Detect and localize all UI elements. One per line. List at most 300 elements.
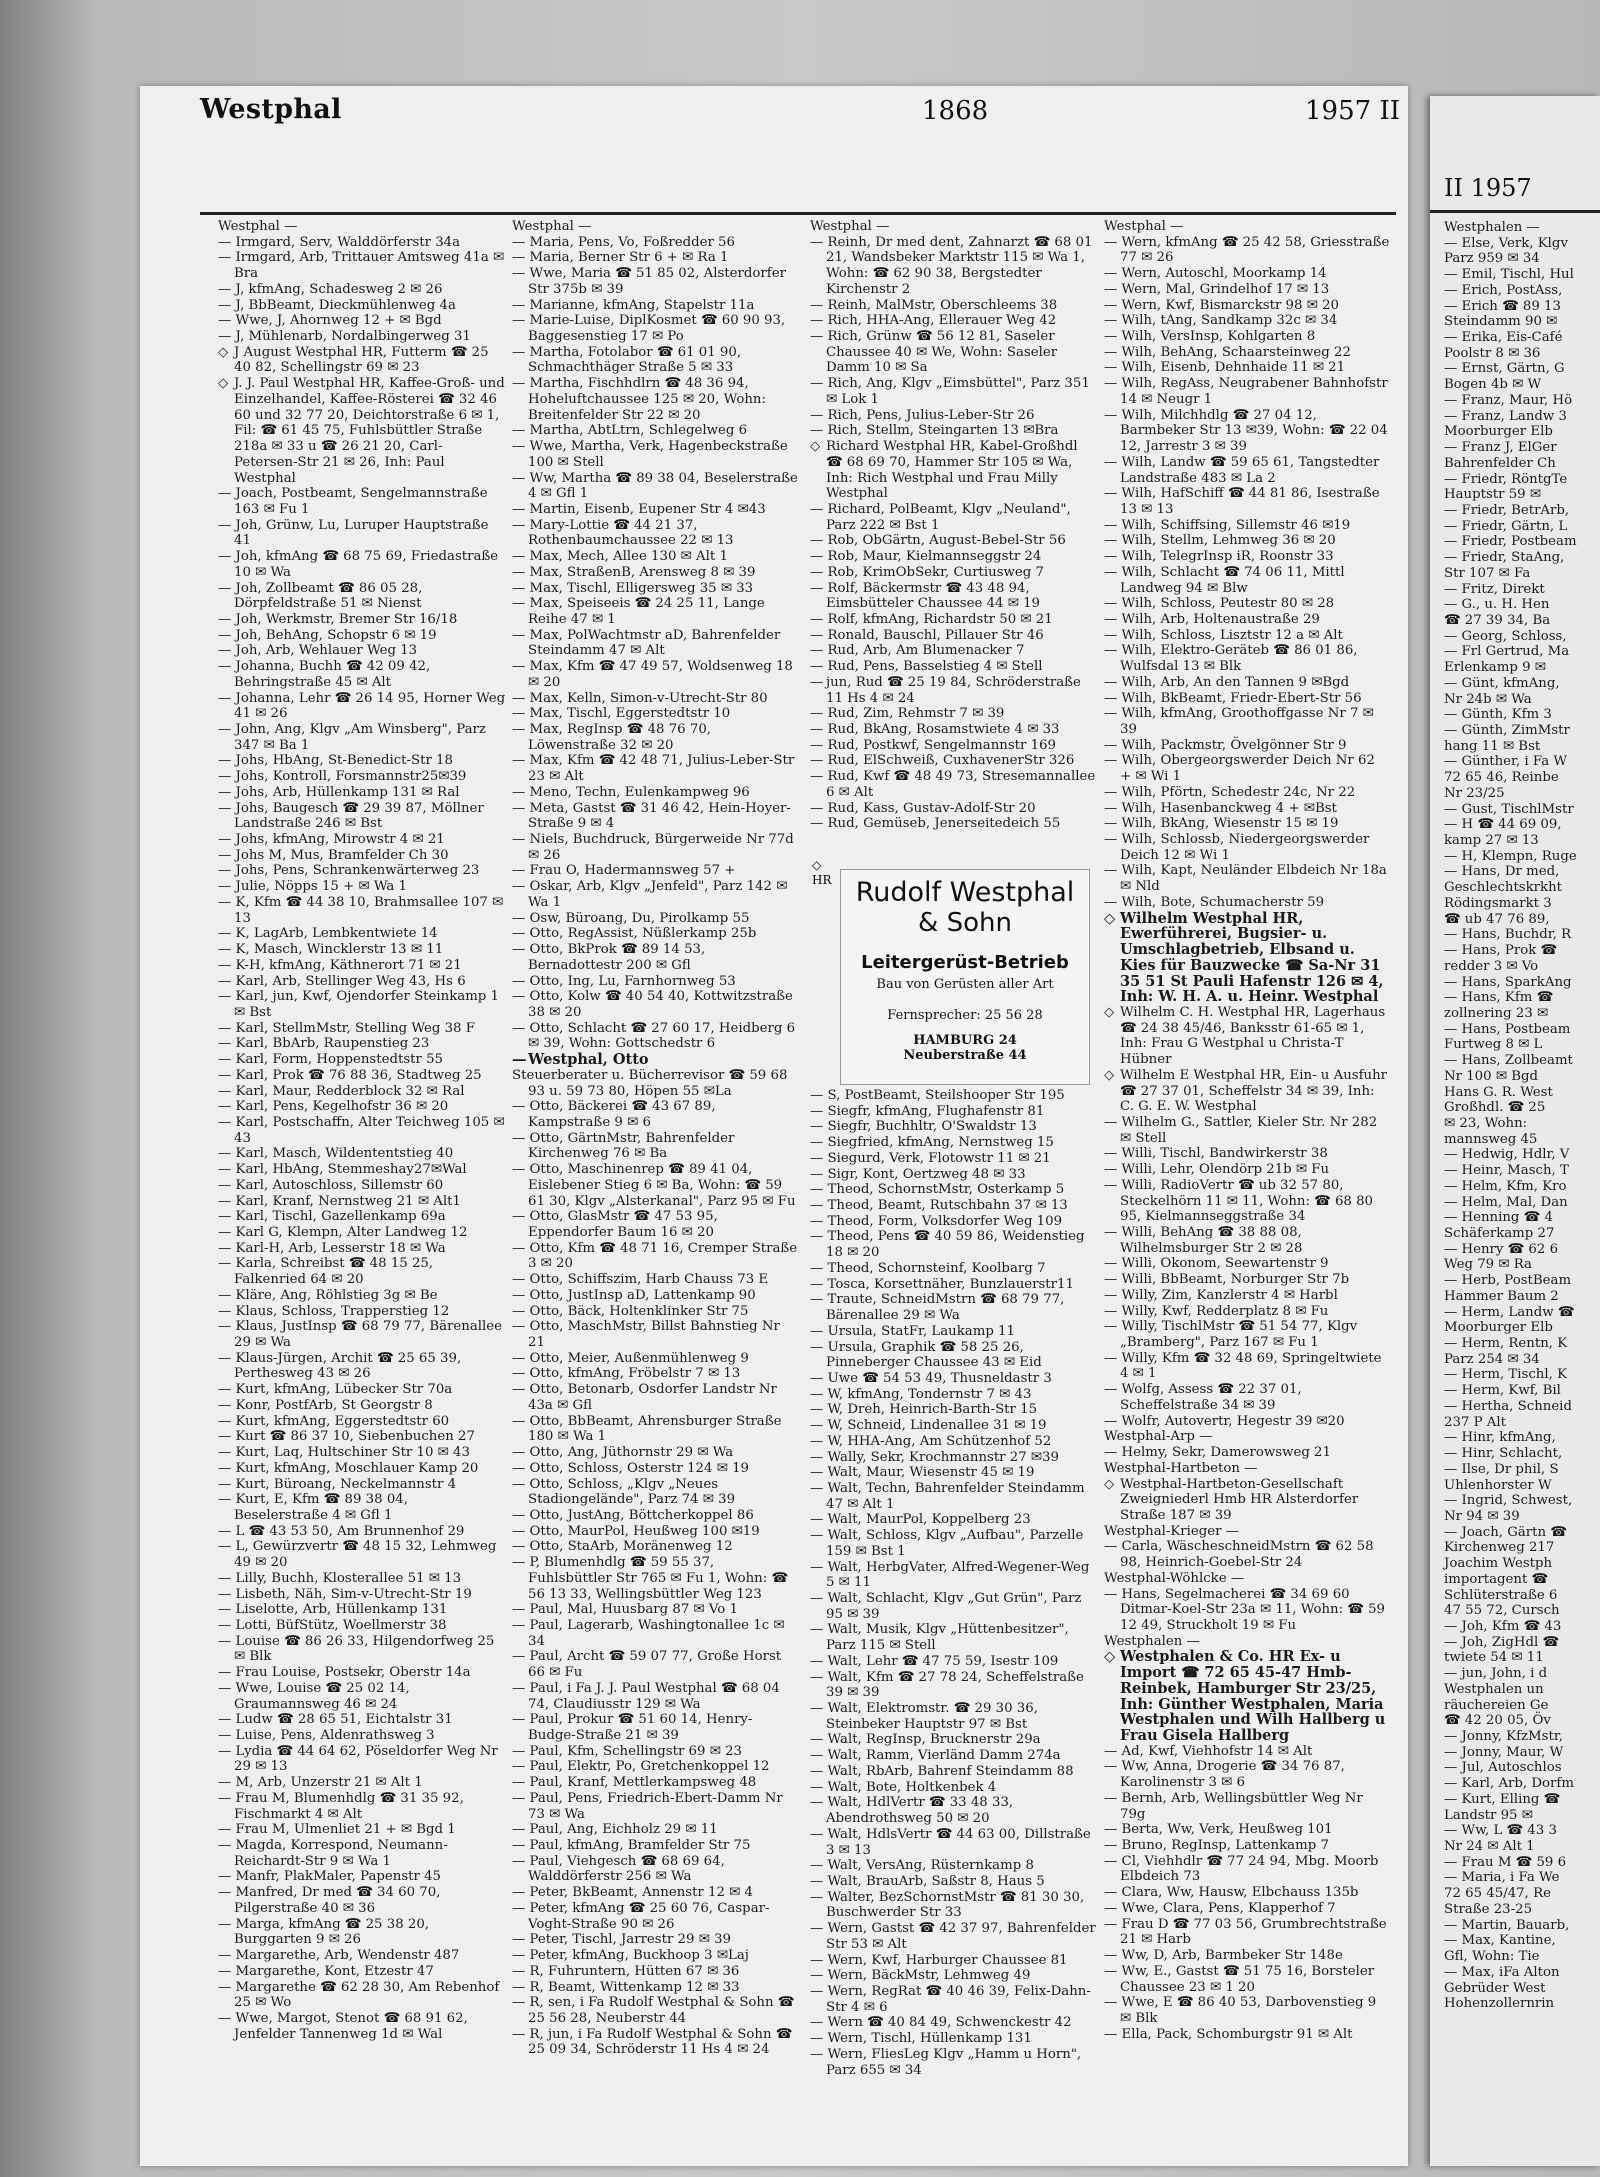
directory-entry — [1104, 1178, 1390, 1225]
directory-entry — [810, 1324, 1098, 1340]
entry-text: — Otto, Maschinenrep ☎ 89 41 04, Eislebener Stieg 6 ✉ Ba, Wohn: ☎ 59 61 30, Klgv „Alsterkanal", Parz 95 ✉ Fu — [512, 1162, 796, 1209]
directory-entry — [1104, 1162, 1390, 1178]
entry-text: — Otto, Meier, Außenmühlenweg 9 — [512, 1350, 749, 1366]
directory-entry — [1104, 266, 1390, 282]
adjacent-entry: ☎ 42 20 05, Öv — [1444, 1713, 1551, 1729]
directory-entry — [512, 1948, 800, 1964]
directory-entry — [218, 1209, 506, 1225]
adjacent-entry: — Ilse, Dr phil, S — [1444, 1461, 1559, 1477]
entry-text: Steuerberater u. Bücherrevisor ☎ 59 68 93 u. 59 73 80, Höpen 55 ✉La — [512, 1067, 788, 1099]
directory-entry — [1104, 376, 1390, 407]
directory-entry — [1104, 1477, 1390, 1524]
entry-text: — Theod, Beamt, Rutschbahn 37 ✉ 13 — [810, 1198, 1068, 1214]
entry-text: — Kurt, Laq, Hultschiner Str 10 ✉ 43 — [218, 1445, 470, 1461]
entry-text: — Otto, Ang, Jüthornstr 29 ✉ Wa — [512, 1445, 734, 1461]
directory-entry — [1104, 219, 1390, 235]
entry-text: — Karl G, Klempn, Alter Landweg 12 — [218, 1225, 468, 1240]
entry-text: Richard Westphal HR, Kabel-Großhdl ☎ 68 69 70, Hammer Str 105 ✉ Wa, Inh: Rich Westphal und Frau Milly Westphal — [826, 439, 1078, 502]
entry-text: — Lotti, BüfStütz, Woellmerstr 38 — [218, 1617, 447, 1633]
entry-text: — Theod, SchornstMstr, Osterkamp 5 — [810, 1182, 1065, 1198]
entry-text: — Wilh, Kapt, Neuländer Elbdeich Nr 18a ✉ Nld — [1104, 863, 1387, 895]
entry-text: — Rud, Kwf ☎ 48 49 73, Stresemannallee 6 ✉ Alt — [810, 769, 1096, 800]
directory-entry — [810, 1622, 1098, 1653]
entry-text: — Wilh, Eisenb, Dehnhaide 11 ✉ 21 — [1104, 360, 1346, 376]
directory-entry — [810, 313, 1098, 329]
entry-text: — Peter, kfmAng, Buckhoop 3 ✉Laj — [512, 1948, 749, 1964]
directory-entry — [512, 219, 800, 235]
adjacent-entry: — Herm, Kwf, Bil — [1444, 1383, 1561, 1399]
entry-text: — Marie-Luise, DiplKosmet ☎ 60 90 93, Baggesenstieg 17 ✉ Po — [512, 313, 786, 345]
adjacent-entry: — Georg, Schloss, — [1444, 628, 1567, 644]
directory-entry — [810, 738, 1098, 754]
entry-text: — Reinh, Dr med dent, Zahnarzt ☎ 68 01 21, Wandsbeker Marktstr 115 ✉ Wa 1, Wohn: ☎ 62 90 38, Bergstedter Kirchenstr 2 — [810, 234, 1093, 297]
entry-text: — Lisbeth, Näh, Sim-v-Utrecht-Str 19 — [218, 1586, 472, 1602]
directory-entry — [810, 753, 1098, 769]
ad-company-name: Rudolf Westphal — [855, 877, 1075, 908]
directory-entry — [1104, 486, 1390, 517]
directory-entry — [512, 1649, 800, 1680]
directory-entry — [1104, 706, 1390, 737]
adjacent-entry: Poolstr 8 ✉ 36 — [1444, 345, 1541, 361]
directory-entry — [810, 628, 1098, 644]
directory-entry — [512, 1068, 800, 1099]
entry-text: — Willi, RadioVertr ☎ ub 32 57 80, Steckelhörn 11 ✉ 11, Wohn: ☎ 68 80 95, Kielmannseggstraße 34 — [1104, 1177, 1374, 1225]
directory-entry — [1104, 1068, 1390, 1115]
entry-text: — Otto, MaschMstr, Billst Bahnstieg Nr 21 — [512, 1319, 780, 1351]
entry-text: — Wilh, BkAng, Wiesenstr 15 ✉ 19 — [1104, 816, 1339, 832]
directory-entry — [1104, 785, 1390, 801]
directory-entry — [1104, 1791, 1390, 1822]
entry-text: — Marianne, kfmAng, Stapelstr 11a — [512, 297, 755, 313]
entry-text: — Martin, Eisenb, Eupener Str 4 ✉43 — [512, 501, 766, 517]
directory-entry — [1104, 643, 1390, 674]
entry-text: — Manfr, PlakMaler, Papenstr 45 — [218, 1869, 441, 1885]
entry-text: — Wilh, Landw ☎ 59 65 61, Tangstedter Landstraße 483 ✉ La 2 — [1104, 454, 1380, 486]
entry-text: — K, Masch, Wincklerstr 13 ✉ 11 — [218, 942, 444, 958]
adjacent-entry: Parz 254 ✉ 34 — [1444, 1351, 1540, 1367]
entry-text: — Walt, Musik, Klgv „Hüttenbesitzer", Parz 115 ✉ Stell — [810, 1622, 1069, 1654]
entry-text: Westphal-Hartbeton-Gesellschaft Zweigniederl Hmb HR Alsterdorfer Straße 187 ✉ 39 — [1120, 1476, 1359, 1523]
entry-text: — Otto, Schloss, Osterstr 124 ✉ 19 — [512, 1460, 749, 1476]
directory-entry — [1104, 455, 1390, 486]
adjacent-entry: 237 P Alt — [1444, 1414, 1506, 1430]
directory-entry — [810, 423, 1098, 439]
directory-entry — [218, 1304, 506, 1320]
entry-text: — Willi, BehAng ☎ 38 88 08, Wilhelmsburger Str 2 ✉ 28 — [1104, 1225, 1303, 1256]
entry-text: — Frau O, Hadermannsweg 57 + — [512, 863, 736, 879]
adjacent-entry: — Helm, Mal, Dan — [1444, 1194, 1568, 1210]
adjacent-entry: — G., u. H. Hen — [1444, 597, 1550, 613]
adjacent-entry: Parz 959 ✉ 34 — [1444, 251, 1540, 267]
entry-text: — Wilh, TelegrInsp iR, Roonstr 33 — [1104, 549, 1334, 565]
directory-entry — [218, 958, 506, 974]
entry-text: — Paul, Lagerarb, Washingtonallee 1c ✉ 34 — [512, 1617, 785, 1649]
adjacent-entry: Landstr 95 ✉ — [1444, 1807, 1533, 1823]
directory-entry — [810, 1434, 1098, 1450]
entry-text: — Otto, BkProk ☎ 89 14 53, Bernadottestr 200 ✉ Gfl — [512, 942, 706, 973]
entry-text: — Willy, TischlMstr ☎ 51 54 77, Klgv „Bramberg", Parz 167 ✉ Fu 1 — [1104, 1319, 1358, 1351]
entry-text: — Otto, Ing, Lu, Farnhornweg 53 — [512, 973, 736, 989]
entry-text: — J, kfmAng, Schadesweg 2 ✉ 26 — [218, 281, 443, 297]
adjacent-entry: Nr 100 ✉ Bgd — [1444, 1068, 1538, 1084]
directory-entry — [810, 1450, 1098, 1466]
entry-text: — Wilh, Arb, An den Tannen 9 ✉Bgd — [1104, 674, 1350, 690]
directory-entry — [512, 1791, 800, 1822]
entry-text: — Rud, Gemüseb, Jenerseitedeich 55 — [810, 816, 1061, 832]
entry-text: — Max, RegInsp ☎ 48 76 70, Löwenstraße 32 ✉ 20 — [512, 722, 712, 753]
entry-text: — Willi, BbBeamt, Norburger Str 7b — [1104, 1272, 1350, 1288]
directory-entry — [810, 769, 1098, 800]
directory-entry — [810, 722, 1098, 738]
entry-text: — Rob, KrimObSekr, Curtiusweg 7 — [810, 564, 1044, 580]
directory-entry — [1104, 565, 1390, 596]
entry-text: — Theod, Form, Volksdorfer Weg 109 — [810, 1213, 1063, 1229]
directory-entry — [512, 785, 800, 801]
directory-entry — [512, 1162, 800, 1209]
entry-text: — Bernh, Arb, Wellingsbüttler Weg Nr 79g — [1104, 1790, 1363, 1822]
column-3-top — [810, 219, 1098, 832]
advertisement-box — [840, 869, 1090, 1085]
directory-entry — [1104, 1256, 1390, 1272]
adjacent-entry: Weg 79 ✉ Ra — [1444, 1257, 1532, 1273]
directory-entry — [810, 439, 1098, 502]
adjacent-entry: — Max, iFa Alton — [1444, 1964, 1560, 1980]
directory-entry — [218, 1587, 506, 1603]
directory-entry — [810, 1984, 1098, 2015]
directory-entry — [810, 1465, 1098, 1481]
directory-entry — [512, 628, 800, 659]
entry-text: — Walt, MaurPol, Koppelberg 23 — [810, 1512, 1031, 1528]
entry-text: — Walt, Lehr ☎ 47 75 59, Isestr 109 — [810, 1653, 1059, 1669]
entry-text: — W, kfmAng, Tondernstr 7 ✉ 43 — [810, 1386, 1032, 1402]
adjacent-entry: Kirchenweg 217 — [1444, 1540, 1555, 1556]
entry-text: — Karl, Masch, Wildententstieg 40 — [218, 1146, 454, 1162]
directory-entry — [218, 1539, 506, 1570]
directory-entry — [218, 643, 506, 659]
adjacent-entry: — Kurt, Elling ☎ — [1444, 1791, 1561, 1807]
entry-text: — Walt, Schlacht, Klgv „Gut Grün", Parz 95 ✉ 39 — [810, 1591, 1082, 1622]
entry-text: — Wern ☎ 40 84 49, Schwenckestr 42 — [810, 2015, 1072, 2031]
directory-entry — [218, 1288, 506, 1304]
adjacent-entry: — Herm, Landw ☎ — [1444, 1304, 1575, 1320]
directory-entry — [218, 1461, 506, 1477]
directory-entry — [218, 1917, 506, 1948]
adjacent-entry: Westphalen — — [1444, 220, 1540, 235]
directory-entry — [1104, 329, 1390, 345]
diamond-icon: ◇ — [1104, 1004, 1115, 1020]
entry-text: Westphal — — [810, 219, 890, 234]
directory-entry — [810, 1732, 1098, 1748]
entry-text: — Johs, Arb, Hüllenkamp 131 ✉ Ral — [218, 784, 460, 800]
directory-entry — [512, 1021, 800, 1052]
directory-entry — [512, 1414, 800, 1445]
entry-text: — Joh, Arb, Wehlauer Weg 13 — [218, 643, 418, 659]
directory-entry — [218, 1869, 506, 1885]
entry-text: — Hans, Segelmacherei ☎ 34 69 60 Ditmar-Koel-Str 23a ✉ 11, Wohn: ☎ 59 12 49, Struckholt 19 ✉ Fu — [1104, 1586, 1386, 1633]
entry-text: — Ww, Martha ☎ 89 38 04, Beselerstraße 4 ✉ Gfl 1 — [512, 470, 798, 502]
directory-entry — [512, 1288, 800, 1304]
directory-entry — [218, 1162, 506, 1178]
directory-entry — [512, 2027, 800, 2058]
entry-text: — Wilh, Pförtn, Schedestr 24c, Nr 22 — [1104, 784, 1356, 800]
directory-entry — [810, 1968, 1098, 1984]
directory-entry — [218, 235, 506, 251]
entry-text: — Max, Kfm ☎ 47 49 57, Woldsenweg 18 ✉ 20 — [512, 659, 793, 690]
entry-text: — Rich, Grünw ☎ 56 12 81, Saseler Chaussee 40 ✉ We, Wohn: Saseler Damm 10 ✉ Sa — [810, 329, 1058, 376]
directory-entry — [512, 502, 800, 518]
hr-marker: ◇ HR — [812, 858, 832, 887]
entry-text: — Karl, Prok ☎ 76 88 36, Stadtweg 25 — [218, 1067, 482, 1083]
entry-text: — Wolfg, Assess ☎ 22 37 01, Scheffelstraße 34 ✉ 39 — [1104, 1382, 1302, 1413]
adjacent-entry: — jun, John, i d — [1444, 1666, 1548, 1682]
entry-text: — Osw, Büroang, Du, Pirolkamp 55 — [512, 910, 750, 926]
entry-text: — Karl, jun, Kwf, Ojendorfer Steinkamp 1 ✉ Bst — [218, 989, 500, 1020]
directory-entry — [218, 282, 506, 298]
adjacent-page-rule — [1430, 210, 1600, 213]
directory-entry — [1104, 753, 1390, 784]
entry-text: — Otto, kfmAng, Fröbelstr 7 ✉ 13 — [512, 1366, 741, 1382]
adjacent-entry: — Martin, Bauarb, — [1444, 1917, 1570, 1933]
entry-text: — Konr, PostfArb, St Georgstr 8 — [218, 1397, 433, 1413]
directory-entry — [1104, 832, 1390, 863]
entry-text: — Niels, Buchdruck, Bürgerweide Nr 77d ✉ 26 — [512, 832, 794, 863]
directory-entry — [1104, 1005, 1390, 1068]
entry-text: — Joh, Werkmstr, Bremer Str 16/18 — [218, 611, 458, 627]
directory-entry — [218, 1775, 506, 1791]
directory-entry — [1104, 298, 1390, 314]
entry-text: — R, jun, i Fa Rudolf Westphal & Sohn ☎ 25 09 34, Schröderstr 11 Hs 4 ✉ 24 — [512, 2026, 793, 2058]
entry-text: — Walt, Maur, Wiesenstr 45 ✉ 19 — [810, 1465, 1035, 1481]
directory-entry — [512, 298, 800, 314]
entry-text: — Julie, Nöpps 15 + ✉ Wa 1 — [218, 879, 407, 895]
entry-text: — Martha, Fotolabor ☎ 61 01 90, Schmachthäger Straße 5 ✉ 33 — [512, 344, 742, 376]
directory-entry — [810, 1481, 1098, 1512]
directory-entry — [810, 1371, 1098, 1387]
entry-text: — K-H, kfmAng, Käthnerort 71 ✉ 21 — [218, 957, 462, 973]
directory-entry — [810, 1858, 1098, 1874]
entry-text: — Joh, kfmAng ☎ 68 75 69, Friedastraße 10 ✉ Wa — [218, 549, 499, 580]
directory-entry — [512, 266, 800, 297]
directory-entry — [218, 1382, 506, 1398]
entry-text: — Karl, Postschaffn, Alter Teichweg 105 ✉ 43 — [218, 1114, 505, 1146]
entry-text: — Karl, Kranf, Nernstweg 21 ✉ Alt1 — [218, 1193, 461, 1209]
directory-entry — [1104, 675, 1390, 691]
directory-entry — [810, 1921, 1098, 1952]
directory-entry — [512, 549, 800, 565]
directory-entry — [512, 1351, 800, 1367]
directory-entry — [218, 1634, 506, 1665]
directory-entry — [1104, 895, 1390, 911]
adjacent-entry: — Ww, L ☎ 43 3 — [1444, 1823, 1557, 1839]
entry-text: — Frau M, Blumenhdlg ☎ 31 35 92, Fischmarkt 4 ✉ Alt — [218, 1790, 464, 1822]
entry-text: — Paul, Prokur ☎ 51 60 14, Henry-Budge-Straße 21 ✉ 39 — [512, 1712, 753, 1743]
entry-text: Wilhelm C. H. Westphal HR, Lagerhaus ☎ 24 38 45/46, Banksstr 61-65 ✉ 1, Inh: Frau G Westphal u Christa-T Hübner — [1120, 1004, 1386, 1068]
adjacent-entry: — Günth, ZimMstr — [1444, 723, 1570, 738]
adjacent-entry: Moorburger Elb — [1444, 424, 1553, 440]
entry-text: — Willy, Kfm ☎ 32 48 69, Springeltwiete 4 ✉ 1 — [1104, 1350, 1382, 1382]
entry-text: — Johs, Baugesch ☎ 29 39 87, Möllner Landstraße 246 ✉ Bst — [218, 800, 484, 832]
directory-entry — [218, 1744, 506, 1775]
directory-entry — [218, 1492, 506, 1523]
entry-text: — W, Schneid, Lindenallee 31 ✉ 19 — [810, 1418, 1047, 1434]
directory-entry — [512, 423, 800, 439]
directory-entry — [512, 1508, 800, 1524]
entry-text: — Wilh, Schlacht ☎ 74 06 11, Mittl Landweg 94 ✉ Blw — [1104, 564, 1345, 596]
entry-text: — Johs, Kontroll, Forsmannstr25✉39 — [218, 769, 467, 785]
entry-text: — Paul, Viehgesch ☎ 68 69 64, Walddörferstr 256 ✉ Wa — [512, 1853, 725, 1885]
directory-entry — [218, 1980, 506, 2011]
entry-text: — Wern, Kwf, Bismarckstr 98 ✉ 20 — [1104, 297, 1339, 313]
directory-entry — [218, 2011, 506, 2042]
directory-entry — [810, 1119, 1098, 1135]
adjacent-entry: — Günth, Kfm 3 — [1444, 707, 1552, 723]
directory-entry — [1104, 1272, 1390, 1288]
column-3-bottom — [810, 1088, 1098, 2078]
entry-text: — Wilh, Schloss, Peutestr 80 ✉ 28 — [1104, 596, 1335, 612]
adjacent-entry: Nr 94 ✉ 39 — [1444, 1508, 1520, 1524]
directory-entry — [1104, 911, 1390, 1005]
adjacent-entry: — Emil, Tischl, Hul — [1444, 267, 1574, 283]
adjacent-entry: — Friedr, Postbeam — [1444, 534, 1577, 550]
directory-entry — [218, 974, 506, 990]
directory-entry — [1104, 549, 1390, 565]
directory-entry — [512, 989, 800, 1020]
entry-text: — Max, PolWachtmstr aD, Bahrenfelder Steindamm 47 ✉ Alt — [512, 627, 781, 659]
adjacent-entry: — Else, Verk, Klgv — [1444, 235, 1568, 251]
entry-text: — Walt, RbArb, Bahrenf Steindamm 88 — [810, 1763, 1074, 1779]
directory-entry — [1104, 1524, 1390, 1540]
adjacent-entry: — Henry ☎ 62 6 — [1444, 1241, 1559, 1257]
directory-entry — [1104, 282, 1390, 298]
directory-entry — [218, 628, 506, 644]
entry-text: — Siegfr, kfmAng, Flughafenstr 81 — [810, 1103, 1045, 1119]
column-4 — [1104, 219, 1390, 2042]
entry-text: — Tosca, Korsettnäher, Bunzlauerstr11 — [810, 1276, 1074, 1292]
entry-text: J. J. Paul Westphal HR, Kaffee-Groß- und Einzelhandel, Kaffee-Rösterei ☎ 32 46 60 und 32 77 20, Deichtorstraße 6 ✉ 1, Fil: ☎ 61 45 75, Fuhlsbüttler Straße 218a ✉ 33 u ☎ 26 21 20, Carl-Petersen-Str 21 ✉ 26, Inh: Paul Westphal — [234, 376, 505, 486]
adjacent-entry: — Max, Kantine, — [1444, 1933, 1556, 1949]
directory-entry — [810, 1591, 1098, 1622]
entry-text: — Ursula, Graphik ☎ 58 25 26, Pinneberger Chaussee 43 ✉ Eid — [810, 1339, 1042, 1371]
directory-entry — [218, 895, 506, 926]
ad-city: HAMBURG 24 — [913, 1033, 1017, 1048]
directory-entry — [1104, 1587, 1390, 1634]
directory-entry — [218, 863, 506, 879]
entry-text: — Walt, Techn, Bahrenfelder Steindamm 47 ✉ Alt 1 — [810, 1480, 1085, 1512]
entry-text: jun, Rud ☎ 25 19 84, Schröderstraße 11 Hs 4 ✉ 24 — [826, 674, 1081, 706]
adjacent-entry: kamp 27 ✉ 13 — [1444, 833, 1539, 849]
entry-text: — Otto, GlasMstr ☎ 47 53 95, Eppendorfer Baum 16 ✉ 20 — [512, 1209, 718, 1240]
directory-entry — [512, 565, 800, 581]
directory-entry — [218, 345, 506, 376]
entry-text: — R, Fuhruntern, Hütten 67 ✉ 36 — [512, 1963, 740, 1979]
entry-text: — Wilhelm G., Sattler, Kieler Str. Nr 282 ✉ Stell — [1104, 1114, 1378, 1146]
entry-text: — Rud, ElSchweiß, CuxhavenerStr 326 — [810, 753, 1075, 769]
entry-text: — Walt, BrauArb, Saßstr 8, Haus 5 — [810, 1873, 1045, 1889]
entry-text: — Willy, Zim, Kanzlerstr 4 ✉ Harbl — [1104, 1287, 1338, 1303]
directory-entry — [218, 1084, 506, 1100]
directory-entry — [810, 1104, 1098, 1120]
directory-entry — [1104, 1838, 1390, 1854]
entry-text: — Walt, Bote, Holtkenbek 4 — [810, 1779, 997, 1795]
entry-text: — Wwe, Clara, Pens, Klapperhof 7 — [1104, 1900, 1336, 1916]
entry-text: — Siegurd, Verk, Flotowstr 11 ✉ 21 — [810, 1150, 1051, 1166]
directory-entry — [810, 1827, 1098, 1858]
adjacent-entry: — Günt, kfmAng, — [1444, 675, 1560, 691]
adjacent-entry: ✉ 23, Wohn: — [1444, 1115, 1528, 1131]
directory-entry — [218, 298, 506, 314]
directory-entry — [218, 1178, 506, 1194]
directory-entry — [810, 1418, 1098, 1434]
entry-text: — Karl, StellmMstr, Stelling Weg 38 F — [218, 1020, 475, 1036]
adjacent-entry: — Ernst, Gärtn, G — [1444, 361, 1565, 377]
entry-text: — Johs M, Mus, Bramfelder Ch 30 — [218, 847, 449, 863]
directory-entry — [1104, 235, 1390, 266]
column-1 — [218, 219, 506, 2042]
entry-text: — Traute, SchneidMstrn ☎ 68 79 77, Bärenallee 29 ✉ Wa — [810, 1292, 1065, 1324]
directory-entry — [218, 691, 506, 722]
directory-entry — [512, 659, 800, 690]
adjacent-entry: — Franz, Maur, Hö — [1444, 392, 1573, 408]
entry-text: — Wilh, Bote, Schumacherstr 59 — [1104, 894, 1325, 910]
entry-text: — Wern, RegRat ☎ 40 46 39, Felix-Dahn-Str 4 ✉ 6 — [810, 1983, 1091, 2015]
adjacent-entry: 72 65 45/47, Re — [1444, 1886, 1551, 1902]
entry-text: — Rich, Stellm, Steingarten 13 ✉Bra — [810, 423, 1059, 439]
directory-entry — [512, 1272, 800, 1288]
entry-text: — Joh, Grünw, Lu, Luruper Hauptstraße 41 — [218, 517, 489, 549]
directory-entry — [218, 1021, 506, 1037]
adjacent-entry: Uhlenhorster W — [1444, 1477, 1552, 1493]
directory-entry — [218, 659, 506, 690]
directory-entry — [512, 1304, 800, 1320]
entry-text: — J, Mühlenarb, Nordalbingerweg 31 — [218, 329, 471, 345]
directory-entry — [810, 1874, 1098, 1890]
entry-text: Westphal — — [218, 219, 298, 234]
directory-entry — [810, 1512, 1098, 1528]
adjacent-entry: Gfl, Wohn: Tie — [1444, 1949, 1540, 1965]
directory-entry — [218, 1068, 506, 1084]
entry-text: — Walter, BezSchornstMstr ☎ 81 30 30, Buschwerder Str 33 — [810, 1889, 1085, 1921]
directory-entry — [512, 1932, 800, 1948]
directory-entry — [512, 1555, 800, 1602]
entry-text: — Rich, Ang, Klgv „Eimsbüttel", Parz 351 ✉ Lok 1 — [810, 376, 1090, 407]
entry-text: — Kurt ☎ 86 37 10, Siebenbuchen 27 — [218, 1429, 475, 1445]
adjacent-entry: Hauptstr 59 ✉ — [1444, 487, 1541, 503]
directory-entry — [1104, 1445, 1390, 1461]
directory-entry — [810, 1748, 1098, 1764]
directory-entry — [218, 1791, 506, 1822]
entry-text: — Wern, FliesLeg Klgv „Hamm u Horn", Parz 655 ✉ 34 — [810, 2046, 1082, 2078]
directory-entry — [1104, 518, 1390, 534]
diamond-icon: ◇ — [218, 376, 229, 392]
adjacent-entry: — Helm, Kfm, Kro — [1444, 1178, 1567, 1194]
directory-entry — [512, 879, 800, 910]
entry-text: — Bruno, RegInsp, Lattenkamp 7 — [1104, 1838, 1329, 1854]
adjacent-entry: — Joach, Gärtn ☎ — [1444, 1524, 1567, 1540]
adjacent-entry: — Friedr, StaAng, — [1444, 550, 1565, 566]
entry-text: Westphal-Wöhlcke — — [1104, 1570, 1245, 1586]
entry-text: — Wern, Autoschl, Moorkamp 14 — [1104, 266, 1327, 282]
directory-entry — [512, 832, 800, 863]
adjacent-entry: Bahrenfelder Ch — [1444, 455, 1556, 471]
entry-text: — Wilh, RegAss, Neugrabener Bahnhofstr 14 ✉ Neugr 1 — [1104, 376, 1388, 407]
adjacent-entry: — Hans, Prok ☎ — [1444, 943, 1558, 959]
directory-entry — [810, 1701, 1098, 1732]
directory-entry — [218, 376, 506, 486]
entry-text: — Luise, Pens, Aldenrathsweg 3 — [218, 1728, 435, 1743]
entry-text: — Margarethe ☎ 62 28 30, Am Rebenhof 25 ✉ Wo — [218, 1979, 500, 2011]
entry-text: — Otto, StaArb, Moränenweg 12 — [512, 1539, 733, 1555]
directory-entry — [218, 785, 506, 801]
